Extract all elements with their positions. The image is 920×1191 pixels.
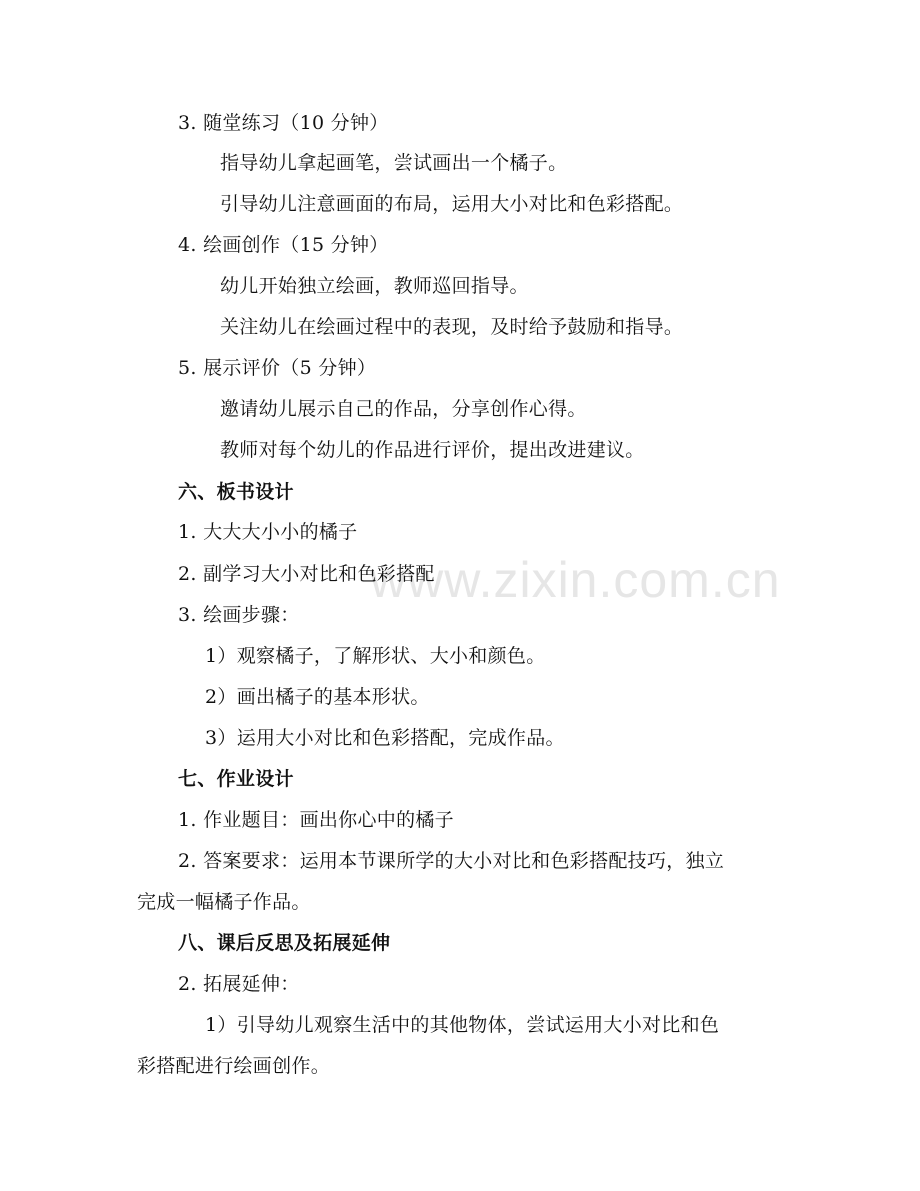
board-item-3: 3. 绘画步骤： [178, 604, 300, 626]
homework-item-2-line-2: 完成一幅橘子作品。 [137, 891, 311, 913]
step-5-title: 5. 展示评价（5 分钟） [178, 357, 377, 379]
step-4-item-2: 关注幼儿在绘画过程中的表现，及时给予鼓励和指导。 [220, 316, 684, 338]
board-substep-3: 3）运用大小对比和色彩搭配，完成作品。 [205, 727, 565, 749]
board-item-1: 1. 大大大小小的橘子 [178, 521, 358, 543]
homework-item-2-line-1: 2. 答案要求：运用本节课所学的大小对比和色彩搭配技巧，独立 [178, 850, 725, 872]
board-substep-2: 2）画出橘子的基本形状。 [205, 686, 430, 708]
section-8-heading: 八、课后反思及拓展延伸 [178, 932, 391, 954]
homework-item-1: 1. 作业题目：画出你心中的橘子 [178, 809, 454, 831]
step-3-item-1: 指导幼儿拿起画笔，尝试画出一个橘子。 [220, 152, 568, 174]
watermark-text: www.zixin.com.cn [370, 552, 781, 608]
extension-title: 2. 拓展延伸： [178, 973, 300, 995]
extension-item-1-line-1: 1）引导幼儿观察生活中的其他物体，尝试运用大小对比和色 [205, 1014, 720, 1036]
step-5-item-1: 邀请幼儿展示自己的作品，分享创作心得。 [220, 398, 587, 420]
board-item-2: 2. 副学习大小对比和色彩搭配 [178, 563, 435, 585]
extension-item-1-line-2: 彩搭配进行绘画创作。 [137, 1055, 331, 1077]
step-5-item-2: 教师对每个幼儿的作品进行评价，提出改进建议。 [220, 439, 645, 461]
step-3-item-2: 引导幼儿注意画面的布局，运用大小对比和色彩搭配。 [220, 193, 684, 215]
step-3-title: 3. 随堂练习（10 分钟） [178, 112, 389, 134]
section-7-heading: 七、作业设计 [178, 768, 294, 790]
step-4-item-1: 幼儿开始独立绘画，教师巡回指导。 [220, 275, 529, 297]
step-4-title: 4. 绘画创作（15 分钟） [178, 234, 389, 256]
board-substep-1: 1）观察橘子，了解形状、大小和颜色。 [205, 645, 546, 667]
section-6-heading: 六、板书设计 [178, 481, 294, 503]
